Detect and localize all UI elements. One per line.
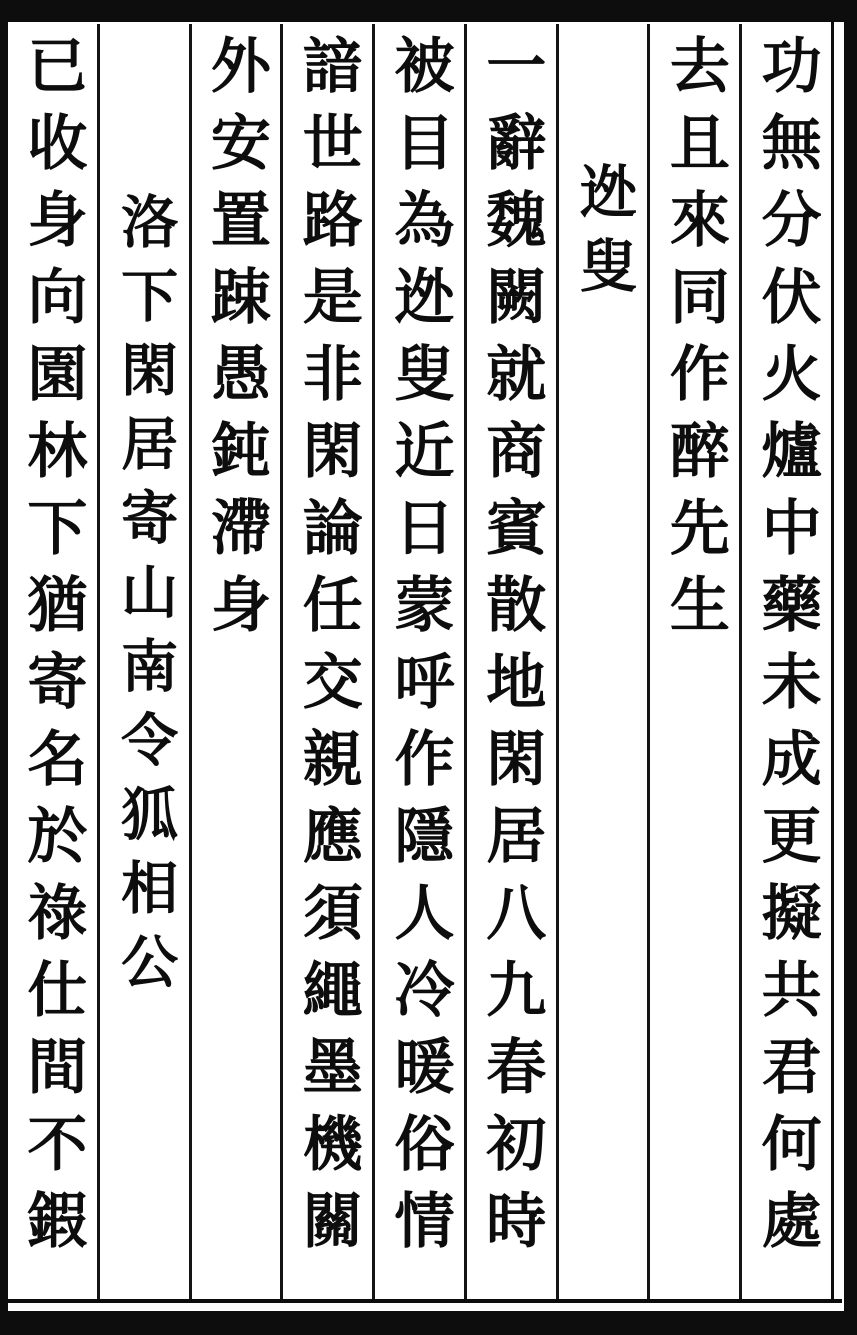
verse-text: 功無分伏火爐中藥未成更擬共君何處 (753, 34, 820, 1266)
text-column-4 (467, 24, 559, 1299)
top-border-bar (0, 0, 857, 22)
right-border-line-outer (844, 0, 857, 1335)
text-column-7 (192, 24, 284, 1299)
poem-title-text: 洛下閑居寄山南令狐相公 (112, 192, 176, 1006)
text-columns-area (8, 24, 831, 1299)
verse-text: 去且來同作醉先生 (661, 34, 728, 650)
verse-text: 一辭魏闕就商賓散地閑居八九春初時 (478, 34, 545, 1266)
verse-text: 諳世路是非閑論任交親應須繩墨機關 (294, 34, 361, 1266)
bottom-border-bar (0, 1311, 857, 1335)
verse-text: 已收身向園林下猶寄名於祿仕間不鍜 (19, 34, 86, 1266)
text-column-6 (283, 24, 375, 1299)
text-column-5 (375, 24, 467, 1299)
text-column-2 (650, 24, 742, 1299)
text-column-9 (8, 24, 100, 1299)
verse-text: 被目為迯叟近日蒙呼作隱人冷暖俗情 (386, 34, 453, 1266)
verse-text: 外安置踈愚鈍滯身 (202, 34, 269, 650)
right-border-line-inner (831, 22, 834, 1299)
bottom-border-line (8, 1299, 842, 1303)
text-column-3-poem-title (559, 24, 651, 1299)
text-column-1 (742, 24, 831, 1299)
poem-title-text: 迯叟 (571, 162, 635, 310)
left-border-line (0, 0, 8, 1335)
text-column-8-poem-title (100, 24, 192, 1299)
